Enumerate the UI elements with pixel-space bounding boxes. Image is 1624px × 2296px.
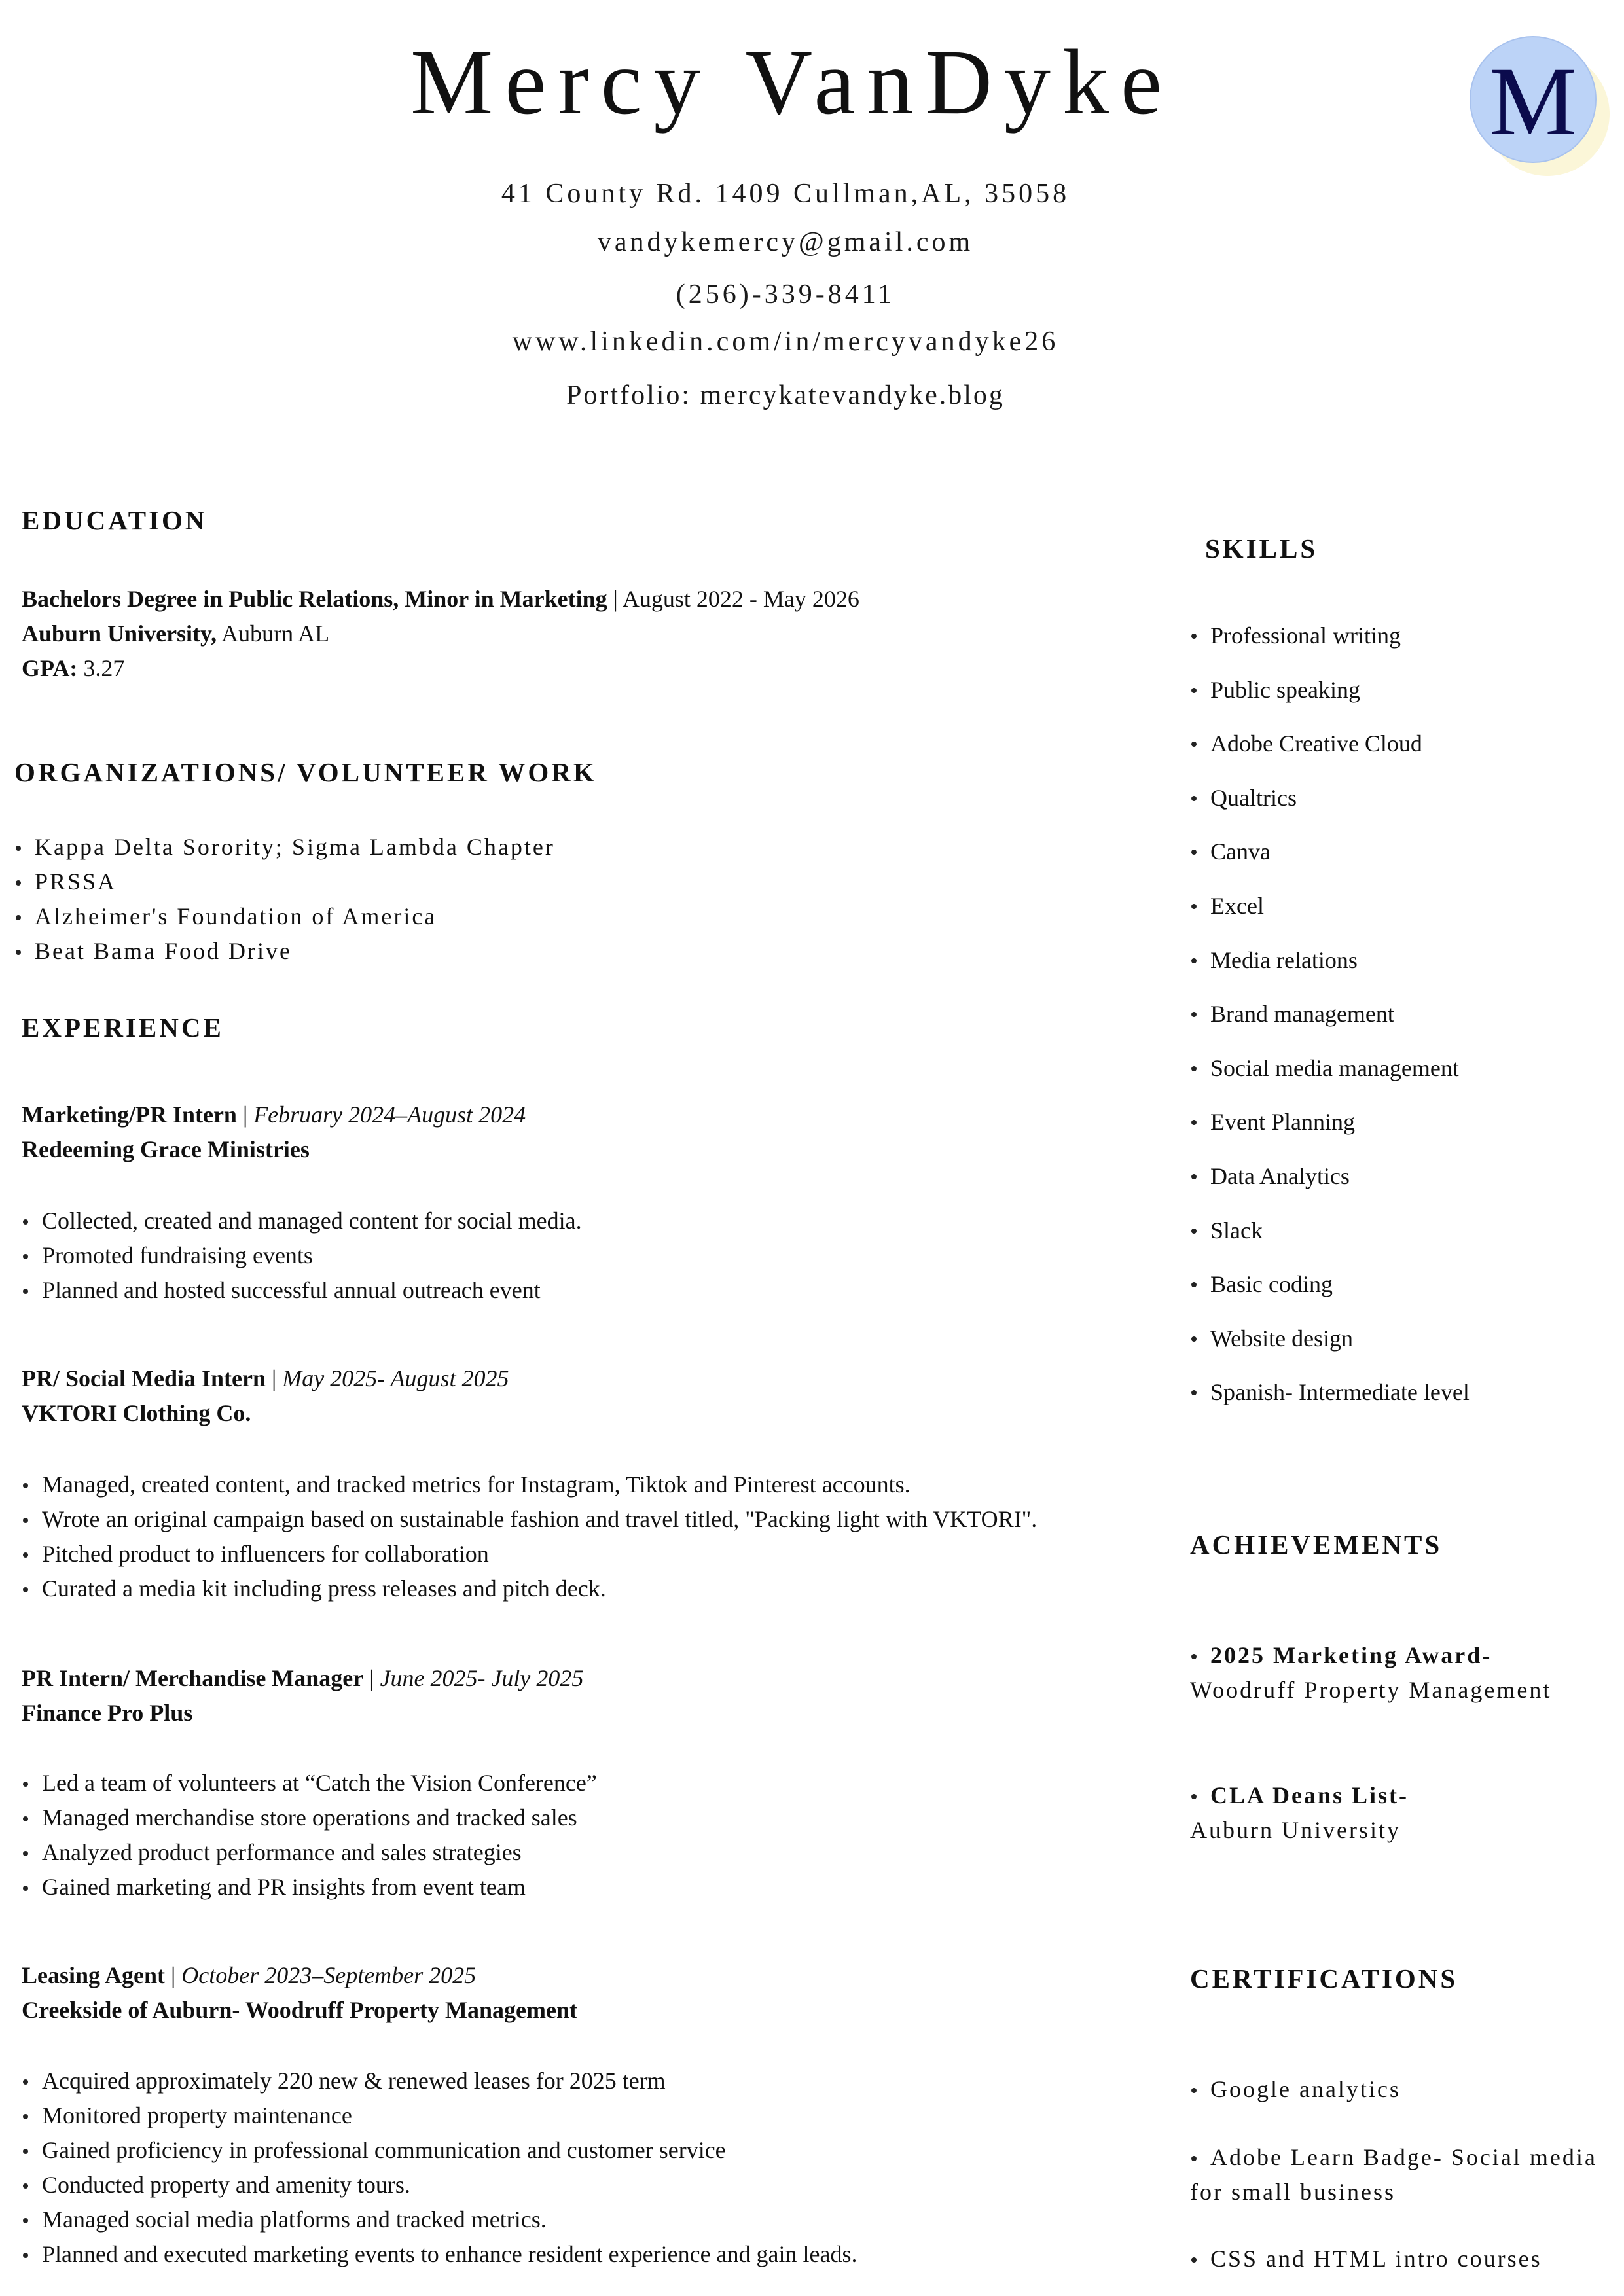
contact-phone: (256)-339-8411 [676,279,895,310]
job-bullet: Gained marketing and PR insights from event team [22,1870,597,1905]
job-role: Marketing/PR Intern [22,1102,237,1128]
job-company: Creekside of Auburn- Woodruff Property Management [22,1997,577,2023]
certification-line: Adobe Learn Badge- Social media [1190,2140,1597,2175]
education-heading: EDUCATION [22,505,208,535]
achievement-name: 2025 Marketing Award [1210,1642,1483,1668]
monogram-disc [1470,36,1597,163]
certification-item [1190,2072,1401,2107]
skill-item: Brand management [1190,987,1470,1041]
job-bullets [22,1204,582,1308]
skill-item: Spanish- Intermediate level [1190,1365,1470,1420]
job-dates: May 2025- August 2025 [282,1365,509,1391]
certification-continuation: for small business [1190,2179,1396,2205]
job-bullet: Pitched product to influencers for collaboration [22,1537,1037,1571]
certification-item [1190,2140,1597,2210]
organization-item: Beat Bama Food Drive [14,934,555,969]
skill-item: Media relations [1190,933,1470,988]
organization-item: PRSSA [14,865,555,899]
job-bullet: Curated a media kit including press releases and pitch deck. [22,1571,1037,1606]
organization-item: Kappa Delta Sorority; Sigma Lambda Chapter [14,830,555,865]
job-bullet: Led a team of volunteers at “Catch the Vision Conference” [22,1766,597,1801]
education-location: Auburn AL [221,620,330,647]
achievement-separator: - [1399,1782,1409,1808]
separator: | [607,586,623,612]
job-bullet: Acquired approximately 220 new & renewed leases for 2025 term [22,2064,857,2098]
certifications-heading: CERTIFICATIONS [1190,1964,1458,1994]
contact-address: 41 County Rd. 1409 Cullman,AL, 35058 [501,179,1070,209]
job-company: VKTORI Clothing Co. [22,1400,251,1426]
skill-item: Social media management [1190,1041,1470,1096]
job-bullet: Wrote an original campaign based on sustainable fashion and travel titled, "Packing light with VKTORI". [22,1502,1037,1537]
job-title-line [22,1661,583,1696]
achievement-org: Auburn University [1190,1817,1401,1843]
job-dates: June 2025- July 2025 [380,1665,584,1691]
separator: | [265,1365,283,1391]
skill-item: Website design [1190,1312,1470,1366]
job-bullet: Managed, created content, and tracked metrics for Instagram, Tiktok and Pinterest accounts. [22,1467,1037,1502]
job-entry [22,1958,577,2028]
job-bullet: Collected, created and managed content for social media. [22,1204,582,1238]
job-bullet: Planned and executed marketing events to enhance resident experience and gain leads. [22,2237,857,2272]
skills-heading: SKILLS [1205,533,1318,564]
contact-linkedin[interactable]: www.linkedin.com/in/mercyvandyke26 [512,327,1059,357]
organizations-heading: ORGANIZATIONS/ VOLUNTEER WORK [14,757,597,787]
education-degree-line [22,582,859,617]
monogram-letter: M [1489,47,1577,156]
skill-item: Data Analytics [1190,1149,1470,1204]
skill-item: Adobe Creative Cloud [1190,717,1470,771]
education-degree: Bachelors Degree in Public Relations, Minor in Marketing [22,586,607,612]
contact-portfolio[interactable]: Portfolio: mercykatevandyke.blog [566,380,1005,410]
experience-heading: EXPERIENCE [22,1013,224,1043]
gpa-label: GPA: [22,655,78,681]
separator: | [363,1665,380,1691]
skill-item: Qualtrics [1190,771,1470,825]
job-bullet: Gained proficiency in professional communication and customer service [22,2133,857,2168]
skill-item: Professional writing [1190,609,1470,663]
job-bullet: Monitored property maintenance [22,2098,857,2133]
achievement-separator: - [1482,1642,1492,1668]
education-gpa-line [22,651,859,686]
skill-item: Event Planning [1190,1095,1470,1149]
achievement-org: Woodruff Property Management [1190,1677,1552,1703]
organization-item: Alzheimer's Foundation of America [14,899,555,934]
contact-email[interactable]: vandykemercy@gmail.com [597,227,974,257]
job-title-line [22,1361,509,1396]
achievement-name: CLA Deans List [1210,1782,1399,1808]
job-bullet: Promoted fundraising events [22,1238,582,1273]
education-school: Auburn University, [22,620,217,647]
job-bullets [22,1766,597,1905]
candidate-name: Mercy VanDyke [410,30,1174,134]
job-entry [22,1098,526,1167]
job-bullet: Conducted property and amenity tours. [22,2168,857,2202]
education-school-line [22,617,859,651]
job-entry [22,1661,583,1731]
job-role: PR Intern/ Merchandise Manager [22,1665,364,1691]
skills-list [1190,609,1470,1420]
job-bullets [22,1467,1037,1606]
skill-item: Public speaking [1190,663,1470,717]
job-role: Leasing Agent [22,1962,166,1988]
job-dates: February 2024–August 2024 [253,1102,526,1128]
certification-item [1190,2242,1542,2276]
job-company: Redeeming Grace Ministries [22,1136,310,1162]
organizations-list [14,830,555,969]
skill-item: Canva [1190,825,1470,879]
job-role: PR/ Social Media Intern [22,1365,266,1391]
job-company: Finance Pro Plus [22,1700,193,1726]
achievements-heading: ACHIEVEMENTS [1190,1530,1443,1560]
certification-line: Google analytics [1190,2072,1401,2107]
job-bullets [22,2064,857,2272]
achievement-item [1190,1778,1409,1848]
achievement-title-line [1190,1638,1551,1673]
skill-item: Excel [1190,879,1470,933]
skill-item: Slack [1190,1204,1470,1258]
separator: | [165,1962,182,1988]
education-block [22,582,859,686]
education-dates: August 2022 - May 2026 [622,586,859,612]
achievement-title-line [1190,1778,1409,1813]
achievement-item [1190,1638,1551,1708]
job-bullet: Analyzed product performance and sales strategies [22,1835,597,1870]
job-dates: October 2023–September 2025 [181,1962,477,1988]
gpa-value: 3.27 [83,655,125,681]
separator: | [236,1102,254,1128]
job-title-line [22,1958,577,1993]
job-title-line [22,1098,526,1132]
job-bullet: Planned and hosted successful annual outreach event [22,1273,582,1308]
monogram-logo [1470,36,1600,167]
job-bullet: Managed social media platforms and tracked metrics. [22,2202,857,2237]
job-entry [22,1361,509,1431]
certification-line: CSS and HTML intro courses [1190,2242,1542,2276]
skill-item: Basic coding [1190,1257,1470,1312]
job-bullet: Managed merchandise store operations and tracked sales [22,1801,597,1835]
